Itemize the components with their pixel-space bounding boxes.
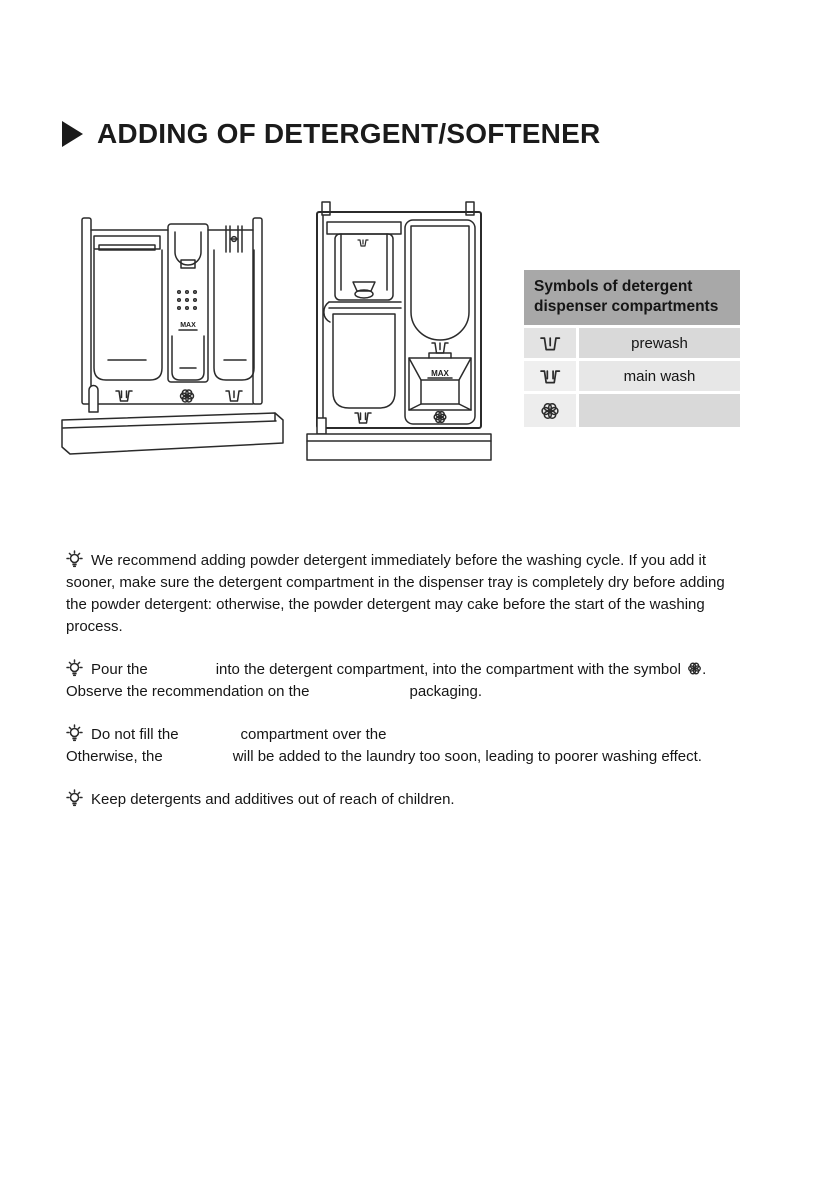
symbol-label <box>579 394 740 427</box>
symbols-table-title: Symbols of detergent dispenser compartments <box>524 270 740 328</box>
tip-text: the powder detergent: otherwise, the powder detergent may cake before the start of the washing <box>66 596 705 613</box>
tip-bulb-icon <box>66 724 83 742</box>
prewash-symbol-icon <box>432 343 448 353</box>
max-mark-label: MAX <box>180 322 196 329</box>
flower-icon <box>687 661 702 676</box>
tip-text: Keep detergents and additives out of reach of children. <box>91 791 455 808</box>
drawer-illustration-right <box>305 196 495 464</box>
table-row-prewash <box>524 328 740 361</box>
symbols-table <box>524 270 740 427</box>
tip-text: will be added to the laundry too soon, leading to poorer washing effect. <box>232 748 702 765</box>
tip-pour-softener <box>66 659 784 703</box>
tip-text: packaging. <box>409 683 483 700</box>
tip-do-not-overfill <box>66 724 784 768</box>
softener-flower-icon <box>181 390 194 402</box>
tip-text: Otherwise, the <box>66 748 163 765</box>
redacted-blank <box>179 738 241 739</box>
tip-text: sooner, make sure the detergent compartment in the dispenser tray is completely dry before adding <box>66 574 725 591</box>
tip-text: Do not fill the <box>91 726 179 743</box>
tip-text: process. <box>66 618 123 635</box>
softener-flower-icon <box>524 394 579 427</box>
tip-bulb-icon <box>66 789 83 807</box>
tip-keep-from-children <box>66 789 784 811</box>
softener-flower-icon <box>434 412 446 423</box>
tip-powder-detergent <box>66 550 784 638</box>
drawer-front-view-drawing <box>56 202 290 460</box>
tip-text: Pour the <box>91 661 148 678</box>
redacted-blank <box>163 760 233 761</box>
redacted-blank <box>148 673 216 674</box>
section-arrow-icon <box>62 121 83 147</box>
main-wash-symbol-icon <box>355 413 371 423</box>
tip-bulb-icon <box>66 550 83 568</box>
tip-text: Observe the recommendation on the <box>66 683 310 700</box>
tip-text: . <box>702 661 707 678</box>
max-mark-label: MAX <box>431 369 449 378</box>
page-title: ADDING OF DETERGENT/SOFTENER <box>97 118 601 149</box>
symbol-label: main wash <box>579 361 740 391</box>
main-wash-symbol-icon <box>116 391 132 401</box>
drawer-top-view-drawing <box>305 196 495 464</box>
symbol-label: prewash <box>579 328 740 358</box>
main-wash-symbol-icon <box>524 361 579 391</box>
table-row-softener <box>524 394 740 427</box>
prewash-symbol-icon <box>226 391 242 401</box>
table-row-main-wash <box>524 361 740 394</box>
tip-bulb-icon <box>66 659 83 677</box>
prewash-symbol-icon <box>524 328 579 358</box>
tip-text: into the detergent compartment, into the compartment with the symbol <box>215 661 681 678</box>
redacted-blank <box>309 695 409 696</box>
drawer-illustration-left <box>56 202 290 460</box>
section-header <box>62 118 600 150</box>
tip-text: compartment over the <box>240 726 387 743</box>
tip-text: We recommend adding powder detergent immediately before the washing cycle. If you add it <box>91 552 707 569</box>
